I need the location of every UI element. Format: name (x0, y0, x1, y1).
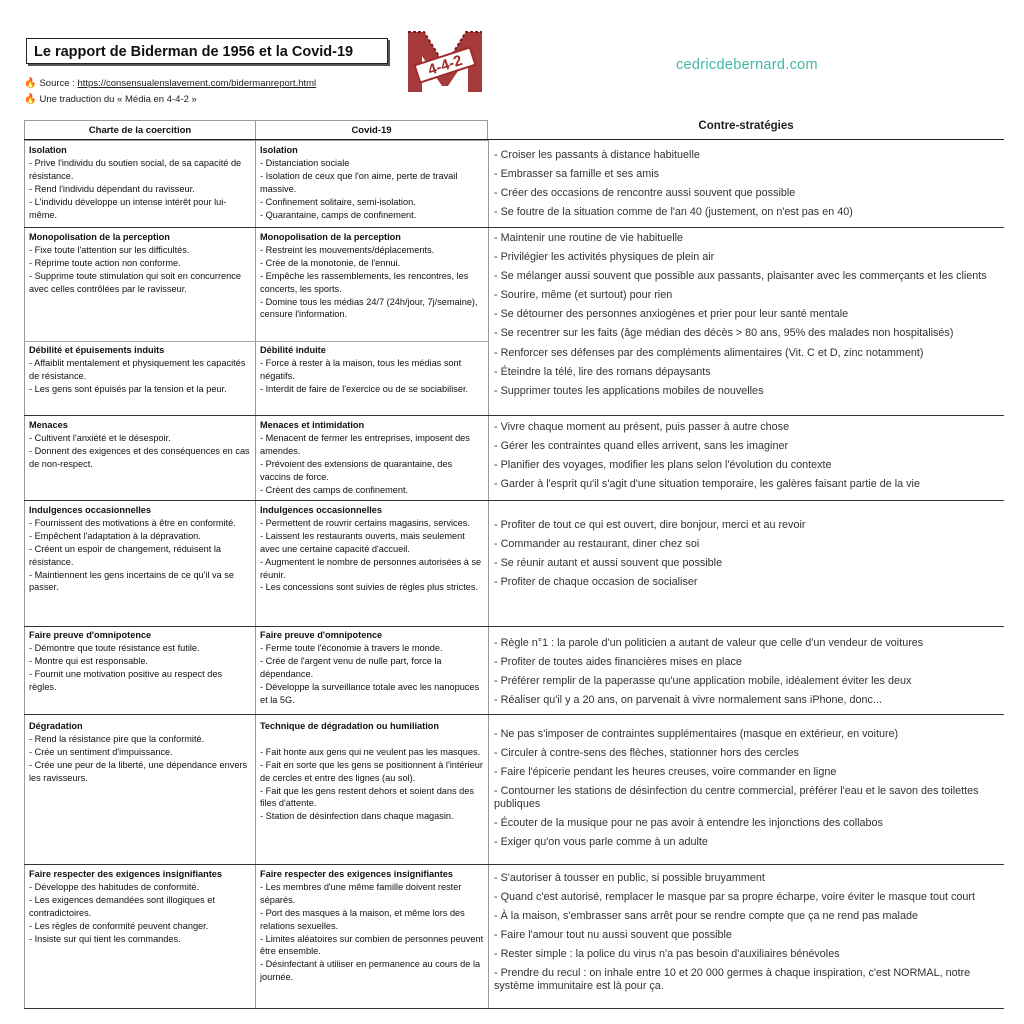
cell-line: - Fixe toute l'attention sur les difficultés. (29, 244, 190, 255)
charte-cell-indulgences (29, 504, 251, 594)
cell-line: - Créent un espoir de changement, réduisent la résistance. (29, 543, 222, 567)
cell-line: - Prive l'individu du soutien social, de sa capacité de résistance. (29, 157, 242, 181)
cell-line: - Crée de la monotonie, de l'ennui. (260, 257, 401, 268)
strategy-item: - Circuler à contre-sens des flèches, stationner hors des cercles (494, 747, 799, 760)
strategy-item: - Sourire, même (et surtout) pour rien (494, 289, 673, 302)
fire-icon: 🔥 (24, 94, 37, 105)
cell-line: - Les gens sont épuisés par la tension et la peur. (29, 383, 227, 394)
cell-line: - Affaiblit mentalement et physiquement les capacités de résistance. (29, 357, 246, 381)
cell-line: - Quarantaine, camps de confinement. (260, 209, 417, 220)
cell-line: - Empêche les rassemblements, les rencontres, les concerts, les sports. (260, 270, 469, 294)
strategy-item: - Supprimer toutes les applications mobiles de nouvelles (494, 384, 764, 397)
strategy-item: - Éteindre la télé, lire des romans dépaysants (494, 365, 711, 378)
strategies-isolation (494, 149, 1004, 225)
covid-cell-exigences (260, 868, 484, 984)
charte-cell-monopolisation (29, 231, 251, 296)
cell-title: Isolation (29, 145, 67, 155)
row-separator (24, 626, 1004, 627)
charte-cell-debilite (29, 344, 251, 396)
cell-line: - Cultivent l'anxiété et le désespoir. (29, 432, 171, 443)
row-separator (24, 714, 1004, 715)
cell-line: - Permettent de rouvrir certains magasins, services. (260, 517, 470, 528)
site-name: cedricdebernard.com (676, 57, 818, 73)
strategy-item: - Gérer les contraintes quand elles arrivent, sans les imaginer (494, 440, 789, 453)
charte-cell-degradation (29, 720, 251, 785)
strategy-item: - Se recentrer sur les faits (âge médian des décès > 80 ans, 95% des malades non hospitalisés) (494, 327, 954, 340)
cell-line: - Désinfectant à utiliser en permanence au cours de la journée. (260, 959, 481, 983)
strategies-degradation (494, 728, 1004, 855)
cell-line: - Supprime toute stimulation qui soit en concurrence avec celles contrôlées par le ravisseur. (29, 270, 241, 294)
cell-line: - Domine tous les médias 24/7 (24h/jour, 7j/semaine), censure l'information. (260, 296, 478, 320)
cell-line: - Fournissent des motivations à être en conformité. (29, 517, 236, 528)
strategy-item: - Préférer remplir de la paperasse qu'une application mobile, idéalement éviter les deux (494, 675, 912, 688)
row-separator (24, 500, 1004, 501)
charte-cell-exigences (29, 868, 251, 945)
cell-line: - Réprime toute action non conforme. (29, 257, 181, 268)
covid-cell-degradation (260, 720, 484, 823)
cell-line: - Confinement solitaire, semi-isolation. (260, 196, 416, 207)
cell-line: - Crée de l'argent venu de nulle part, force la dépendance. (260, 655, 442, 679)
source-line (24, 78, 316, 89)
strategy-item: - Croiser les passants à distance habituelle (494, 149, 700, 161)
cell-line: - Force à rester à la maison, tous les médias sont négatifs. (260, 357, 462, 381)
cell-line: - Menacent de fermer les entreprises, imposent des amendes. (260, 432, 470, 456)
cell-line: - Augmentent le nombre de personnes autorisées à se réunir. (260, 556, 482, 580)
cell-title: Faire respecter des exigences insignifiantes (29, 869, 223, 879)
cell-line: - Développe des habitudes de conformité. (29, 881, 200, 892)
grid-line (255, 140, 256, 1008)
cell-line (260, 733, 484, 746)
cell-line: - Port des masques à la maison, et même lors des relations sexuelles. (260, 907, 465, 931)
cell-line: - Montre qui est responsable. (29, 655, 148, 666)
cell-line: - Station de désinfection dans chaque magasin. (260, 811, 454, 822)
row-separator (24, 139, 1004, 140)
cell-title: Dégradation (29, 721, 83, 731)
strategy-item: - Contourner les stations de désinfection du centre commercial, préférer l'eau et le savon des toilettes publiques (494, 785, 979, 810)
cell-title: Menaces et intimidation (260, 420, 365, 430)
cell-title: Indulgences occasionnelles (260, 505, 383, 515)
cell-line: - Restreint les mouvements/déplacements. (260, 244, 435, 255)
svg-text:4-4-2: 4-4-2 (425, 51, 465, 79)
strategy-item: - Faire l'amour tout nu aussi souvent que possible (494, 929, 732, 942)
grid-line (488, 140, 489, 1008)
column-header-charte: Charte de la coercition (24, 120, 256, 141)
cell-title: Monopolisation de la perception (260, 232, 401, 242)
strategy-item: - Embrasser sa famille et ses amis (494, 168, 659, 181)
cell-line: - Laissent les restaurants ouverts, mais seulement avec une certaine capacité d'accueil. (260, 530, 465, 554)
cell-line: - Insiste sur qui tient les commandes. (29, 933, 181, 944)
cell-title: Faire preuve d'omnipotence (29, 630, 152, 640)
strategy-item: - Privilégier les activités physiques de plein air (494, 251, 715, 264)
strategies-menaces (494, 421, 1004, 497)
covid-cell-debilite (260, 344, 484, 396)
cell-line: - Fournit une motivation positive au respect des règles. (29, 668, 223, 692)
strategy-item: - Garder à l'esprit qu'il s'agit d'une situation temporaire, les galères faisant partie de la vie (494, 478, 920, 491)
cell-line: - L'individu développe un intense intérêt pour lui-même. (29, 196, 227, 220)
strategy-item: - Commander au restaurant, diner chez soi (494, 538, 700, 551)
fire-icon: 🔥 (24, 78, 37, 89)
row-separator (24, 1008, 1004, 1009)
cell-title: Monopolisation de la perception (29, 232, 170, 242)
cell-title: Faire respecter des exigences insignifiantes (260, 869, 454, 879)
strategy-item: - Ne pas s'imposer de contraintes supplémentaires (masque en extérieur, en voiture) (494, 728, 899, 740)
cell-line: - Démontre que toute résistance est futile. (29, 642, 200, 653)
cell-title: Débilité induite (260, 345, 326, 355)
strategy-item: - À la maison, s'embrasser sans arrêt pour se rendre compte que ça ne rend pas malade (494, 910, 918, 923)
strategy-item: - Profiter de toutes aides financières mises en place (494, 656, 742, 669)
cell-line: - Maintiennent les gens incertains de ce qu'il va se passer. (29, 569, 235, 593)
strategy-item: - Renforcer ses défenses par des compléments alimentaires (Vit. C et D, zinc notamment) (494, 346, 924, 359)
cell-line: - Prévoient des extensions de quarantaine, des vaccins de force. (260, 458, 453, 482)
source-link[interactable]: https://consensualenslavement.com/bidermanreport.html (77, 78, 317, 89)
cell-line: - Les exigences demandées sont illogiques et contradictoires. (29, 894, 215, 918)
cell-line: - Rend l'individu dépendant du ravisseur. (29, 183, 195, 194)
cell-line: - Interdit de faire de l'exercice ou de se sociabiliser. (260, 383, 469, 394)
cell-title: Indulgences occasionnelles (29, 505, 152, 515)
covid-cell-indulgences (260, 504, 484, 594)
covid-cell-omnipotence (260, 629, 484, 706)
strategies-indulgences (494, 519, 1004, 595)
strategy-item: - Se mélanger aussi souvent que possible aux passants, plaisanter avec les commerçants et les clients (494, 270, 987, 283)
cell-line: - Empêchent l'adaptation à la dépravation. (29, 530, 201, 541)
page-title: Le rapport de Biderman de 1956 et la Covid-19 (26, 38, 388, 64)
cell-line: - Rend la résistance pire que la conformité. (29, 733, 205, 744)
strategy-item: - Se réunir autant et aussi souvent que possible (494, 557, 723, 570)
cell-line: - Développe la surveillance totale avec les nanopuces et la 5G. (260, 681, 480, 705)
strategies-monopolisation (494, 232, 1004, 404)
strategy-item: - Vivre chaque moment au présent, puis passer à autre chose (494, 421, 790, 433)
strategy-item: - Prendre du recul : on inhale entre 10 et 20 000 germes à chaque inspiration, c'est NORMAL, notre système immunitaire est là pour ça. (494, 967, 971, 992)
cell-line: - Limites aléatoires sur combien de personnes peuvent être ensemble. (260, 933, 484, 957)
charte-cell-menaces (29, 419, 251, 471)
cell-title: Menaces (29, 420, 68, 430)
translation-line (24, 94, 197, 105)
translation-text: Une traduction du « Média en 4-4-2 » (39, 94, 197, 105)
source-label: Source : (39, 78, 78, 89)
cell-line: - Les membres d'une même famille doivent rester séparés. (260, 881, 462, 905)
strategy-item: - Écouter de la musique pour ne pas avoir à entendre les injonctions des collabos (494, 816, 883, 829)
cell-line: - Fait honte aux gens qui ne veulent pas les masques. (260, 746, 481, 757)
cell-line: - Isolation de ceux que l'on aime, perte de travail massive. (260, 170, 458, 194)
column-header-covid: Covid-19 (255, 120, 488, 141)
cell-title: Débilité et épuisements induits (29, 345, 165, 355)
covid-cell-monopolisation (260, 231, 484, 321)
cell-line: - Distanciation sociale (260, 157, 350, 168)
cell-line: - Crée un sentiment d'impuissance. (29, 746, 173, 757)
covid-cell-isolation (260, 144, 484, 221)
strategy-item: - Maintenir une routine de vie habituelle (494, 232, 684, 244)
strategies-exigences (494, 872, 1004, 999)
strategy-item: - Rester simple : la police du virus n'a pas besoin d'auxiliaires bénévoles (494, 948, 840, 961)
strategy-item: - Faire l'épicerie pendant les heures creuses, voire commander en ligne (494, 766, 837, 779)
charte-cell-omnipotence (29, 629, 251, 694)
strategy-item: - Profiter de tout ce qui est ouvert, dire bonjour, merci et au revoir (494, 519, 806, 531)
covid-cell-menaces (260, 419, 484, 496)
m-442-logo (404, 26, 486, 98)
strategy-item: - Créer des occasions de rencontre aussi souvent que possible (494, 187, 796, 200)
cell-line: - Fait que les gens restent dehors et soient dans des files d'attente. (260, 785, 474, 809)
strategy-item: - S'autoriser à tousser en public, si possible bruyamment (494, 872, 765, 884)
cell-line: - Ferme toute l'économie à travers le monde. (260, 642, 443, 653)
row-separator (24, 415, 1004, 416)
cell-line: - Les concessions sont suivies de règles plus strictes. (260, 582, 479, 593)
cell-title: Faire preuve d'omnipotence (260, 630, 383, 640)
cell-line: - Fait en sorte que les gens se positionnent à l'intérieur de cercles et entre des lignes (au sol). (260, 759, 483, 783)
row-separator (24, 864, 1004, 865)
strategy-item: - Réaliser qu'il y a 20 ans, on parvenait à vivre normalement sans iPhone, donc... (494, 694, 882, 707)
cell-line: - Donnent des exigences et des conséquences en cas de non-respect. (29, 445, 250, 469)
strategy-item: - Exiger qu'on vous parle comme à un adulte (494, 835, 708, 848)
cell-line: - Crée une peur de la liberté, une dépendance envers les ravisseurs. (29, 759, 248, 783)
cell-line: - Créent des camps de confinement. (260, 484, 409, 495)
row-separator (24, 227, 1004, 228)
grid-line (24, 140, 25, 1008)
strategy-item: - Se foutre de la situation comme de l'an 40 (justement, on n'est pas en 40) (494, 206, 853, 219)
strategy-item: - Quand c'est autorisé, remplacer le masque par sa propre écharpe, voire éviter le masque tout court (494, 891, 975, 904)
row-separator (24, 341, 488, 342)
strategy-item: - Profiter de chaque occasion de socialiser (494, 576, 698, 589)
strategy-item: - Règle n°1 : la parole d'un politicien a autant de valeur que celle d'un vendeur de voitures (494, 637, 924, 649)
column-header-strategies: Contre-stratégies (698, 120, 794, 132)
strategy-item: - Planifier des voyages, modifier les plans selon l'évolution du contexte (494, 459, 832, 472)
cell-title: Technique de dégradation ou humiliation (260, 721, 439, 731)
cell-title: Isolation (260, 145, 298, 155)
strategy-item: - Se détourner des personnes anxiogènes et prier pour leur santé mentale (494, 308, 849, 321)
charte-cell-isolation (29, 144, 251, 221)
cell-line: - Les règles de conformité peuvent changer. (29, 920, 209, 931)
strategies-omnipotence (494, 637, 1004, 713)
